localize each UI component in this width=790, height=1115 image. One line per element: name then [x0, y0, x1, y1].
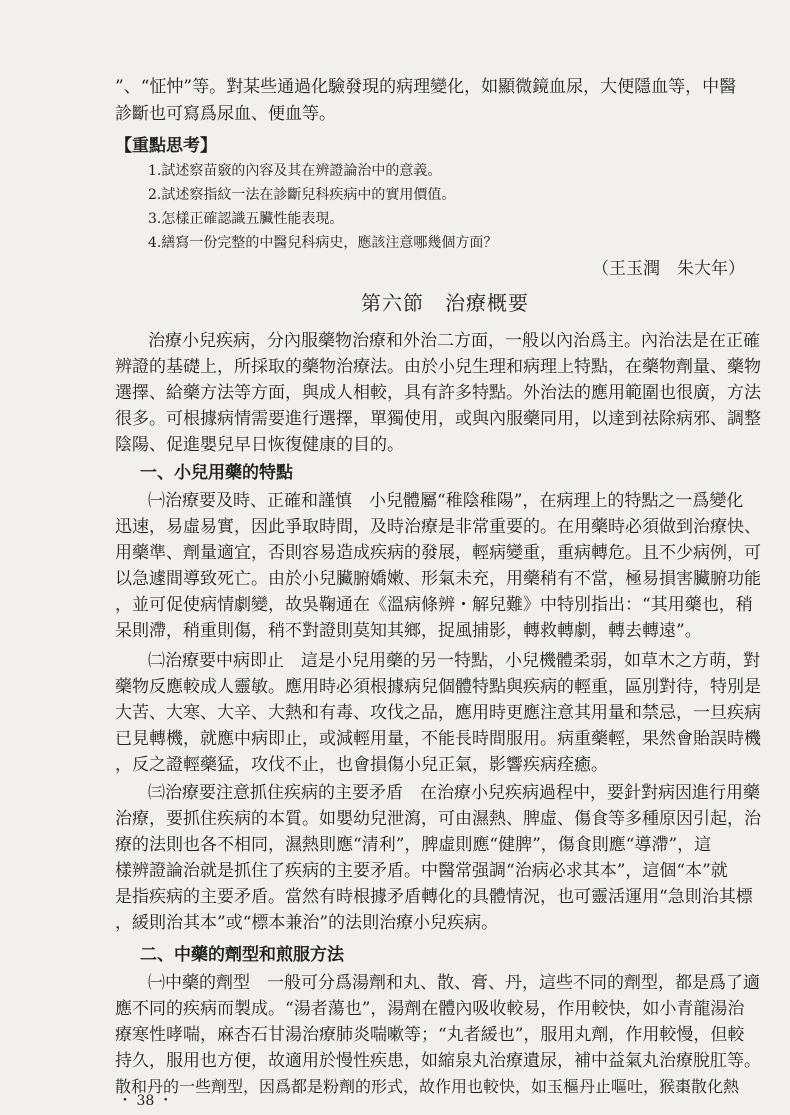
review-item: 1.試述察苗竅的內容及其在辨證論治中的意義。 — [148, 163, 442, 179]
paragraph-line: 治療小兒疾病，分內服藥物治療和外治二方面，一般以內治爲主。內治法是在正確 — [148, 331, 760, 351]
paragraph-line: ，緩則治其本”或“標本兼治”的法則治療小兒疾病。 — [115, 913, 499, 933]
paragraph-line: 陰陽、促進嬰兒早日恢復健康的目的。 — [115, 435, 404, 455]
section-title: 第六節 治療概要 — [361, 291, 529, 315]
paragraph-line: 應不同的疾病而製成。“湯者蕩也”，湯劑在體內吸收較易，作用較快，如小青龍湯治 — [115, 999, 745, 1019]
paragraph-line: 診斷也可寫爲尿血、便血等。 — [115, 104, 336, 124]
paragraph-line: 用藥準、劑量適宜，否則容易造成疾病的發展，輕病變重，重病轉危。且不少病例，可 — [115, 543, 761, 563]
paragraph-line: 持久，服用也方便，故適用於慢性疾患，如縮泉丸治療遺尿，補中益氣丸治療脫肛等。 — [115, 1051, 761, 1071]
authors: （王玉潤 朱大年） — [592, 259, 745, 279]
paragraph-line: 治療，要抓住疾病的本質。如嬰幼兒泄瀉，可由濕熱、脾虛、傷食等多種原因引起，治 — [115, 809, 761, 829]
paragraph-line: 療寒性哮喘，麻杏石甘湯治療肺炎喘嗽等；“丸者緩也”，服用丸劑，作用較慢，但較 — [115, 1025, 745, 1045]
paragraph-line: 以急遽間導致死亡。由於小兒臟腑嬌嫩、形氣未充，用藥稍有不當，極易損害臟腑功能 — [115, 569, 761, 589]
paragraph-line: 呆則滯，稍重則傷，稍不對證則莫知其鄉，捉風捕影，轉救轉劇，轉去轉遠”。 — [115, 621, 702, 641]
subsection-title: 二、中藥的劑型和煎服方法 — [140, 945, 344, 965]
paragraph-line: 樣辨證論治就是抓住了疾病的主要矛盾。中醫常强調“治病必求其本”，這個“本”就 — [115, 861, 728, 881]
paragraph-line: 是指疾病的主要矛盾。當然有時根據矛盾轉化的具體情況，也可靈活運用“急則治其標 — [115, 887, 753, 907]
paragraph-line: 辨證的基礎上，所採取的藥物治療法。由於小兒生理和病理上特點，在藥物劑量、藥物 — [115, 357, 761, 377]
paragraph-line: 選擇、給藥方法等方面，與成人相較，具有許多特點。外治法的應用範圍也很廣，方法 — [115, 383, 761, 403]
paragraph-line: ，並可促使病情劇變，故吳鞠通在《溫病條辨・解兒難》中特別指出：“其用藥也，稍 — [115, 595, 753, 615]
review-item: 2.試述察指紋一法在診斷兒科疾病中的實用價值。 — [148, 187, 456, 203]
paragraph-line: 大苦、大寒、大辛、大熱和有毒、攻伐之品，應用時更應注意其用量和禁忌，一旦疾病 — [115, 703, 761, 723]
paragraph-line: ㈠中藥的劑型 一般可分爲湯劑和丸、散、膏、丹，這些不同的劑型，都是爲了適 — [148, 973, 760, 993]
paragraph-line: ㈢治療要注意抓住疾病的主要矛盾 在治療小兒疾病過程中，要針對病因進行用藥 — [148, 783, 760, 803]
paragraph-line: 藥物反應較成人靈敏。應用時必須根據病兒個體特點與疾病的輕重，區別對待，特別是 — [115, 677, 761, 697]
review-item: 4.繕寫一份完整的中醫兒科病史，應該注意哪幾個方面？ — [148, 235, 498, 251]
paragraph-line: ㈡治療要中病即止 這是小兒用藥的另一特點，小兒機體柔弱，如草木之方萌，對 — [148, 651, 760, 671]
paragraph-line: 迅速，易虛易實，因此爭取時間，及時治療是非常重要的。在用藥時必須做到治療快、 — [115, 517, 761, 537]
paragraph-line: 已見轉機，就應中病即止，或減輕用量，不能長時間服用。病重藥輕，果然會貽誤時機 — [115, 729, 761, 749]
review-item: 3.怎樣正確認識五臟性能表現。 — [148, 211, 344, 227]
paragraph-line: ㈠治療要及時、正確和謹慎 小兒體屬“稚陰稚陽”，在病理上的特點之一爲變化 — [148, 491, 744, 511]
paragraph-line: 散和丹的一些劑型，因爲都是粉劑的形式，故作用也較快，如玉樞丹止嘔吐，猴棗散化熱 — [115, 1077, 740, 1096]
paragraph-line: 很多。可根據病情需要進行選擇，單獨使用，或與內服藥同用，以達到祛除病邪、調整 — [115, 409, 761, 429]
page-number: ・ 38 ・ — [118, 1093, 173, 1109]
review-title: 【重點思考】 — [115, 136, 217, 156]
subsection-title: 一、小兒用藥的特點 — [140, 463, 293, 483]
paragraph-line: ，反之證輕藥猛，攻伐不止，也會損傷小兒正氣，影響疾病痊癒。 — [115, 755, 608, 775]
paragraph-line: ”、“怔忡”等。對某些通過化驗發現的病理變化，如顯微鏡血尿，大便隱血等，中醫 — [115, 77, 737, 97]
paragraph-line: 療的法則也各不相同，濕熱則應“清利”，脾虛則應“健脾”，傷食則應“導滯”，這 — [115, 835, 712, 855]
